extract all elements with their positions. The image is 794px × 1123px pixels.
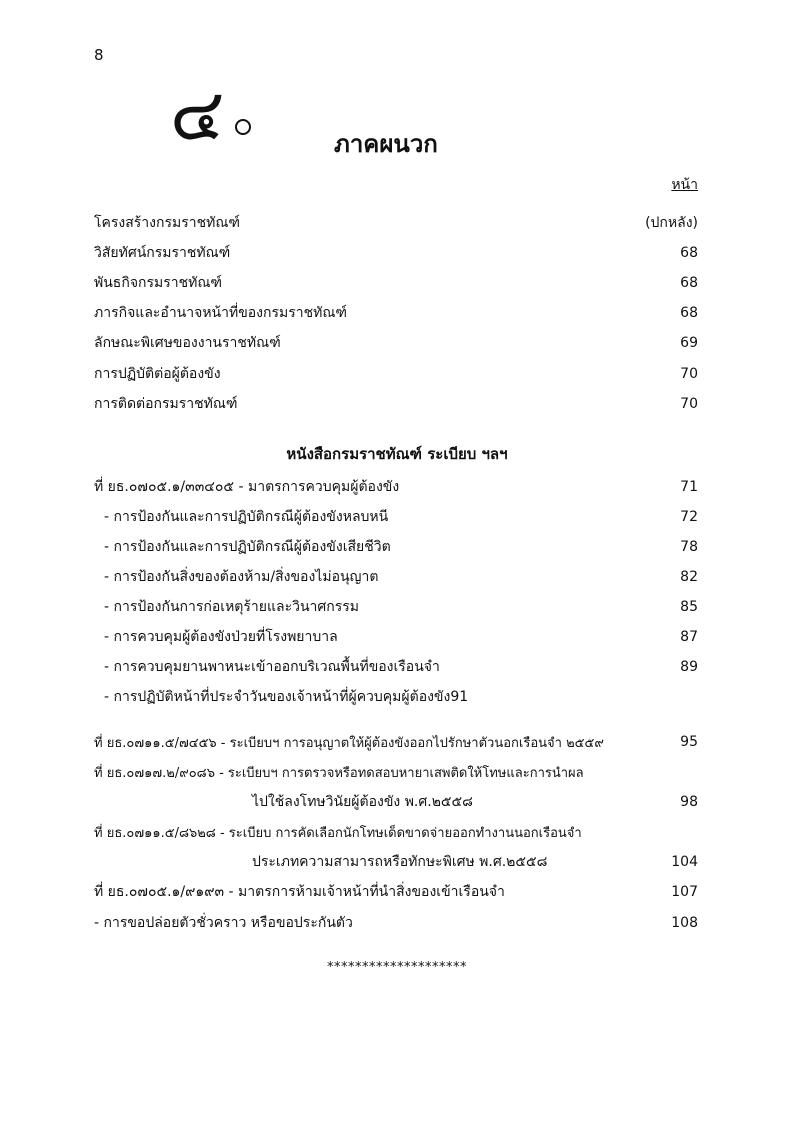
toc-row-subitem: [94, 656, 698, 678]
toc-page: 98: [680, 794, 698, 810]
toc-label: ภารกิจและอำนาจหน้าที่ของกรมราชทัณฑ์: [94, 305, 347, 321]
toc-label: โครงสร้างกรมราชทัณฑ์: [94, 215, 240, 231]
toc-label: ที่ ยธ.๐๗๐๕.๑/๓๓๔๐๕ - มาตรการควบคุมผู้ต้องขัง: [94, 479, 400, 495]
toc-row-continuation: [94, 791, 698, 813]
toc-row: [94, 332, 698, 354]
toc-row-letter: [94, 881, 698, 903]
toc-page: 69: [680, 335, 698, 351]
toc-label: ไปใช้ลงโทษวินัยผู้ต้องขัง พ.ศ.๒๕๕๘: [252, 794, 473, 810]
toc-label: ที่ ยธ.๐๗๑๑.๕/๗๔๕๖ - ระเบียบฯ การอนุญาตให้ผู้ต้องขังออกไปรักษาตัวนอกเรือนจำ ๒๕๕๙: [94, 735, 604, 751]
sub-heading: หนังสือกรมราชทัณฑ์ ระเบียบ ฯลฯ: [286, 445, 508, 463]
toc-page: 72: [680, 509, 698, 525]
toc-label: - การป้องกันและการปฏิบัติกรณีผู้ต้องขังเสียชีวิต: [104, 539, 391, 555]
toc-row: [94, 393, 698, 415]
toc-row-letter: [94, 821, 698, 843]
toc-label: ที่ ยธ.๐๗๑๗.๒/๙๐๘๖ - ระเบียบฯ การตรวจหรือทดสอบหายาเสพติดให้โทษและการนำผล: [94, 765, 584, 781]
page-number: 8: [94, 46, 104, 64]
toc-page: 70: [680, 366, 698, 382]
toc-row-subitem: [94, 596, 698, 618]
toc-row: [94, 212, 698, 234]
toc-label: ที่ ยธ.๐๗๐๕.๑/๙๑๙๓ - มาตรการห้ามเจ้าหน้าที่นำสิ่งของเข้าเรือนจำ: [94, 884, 505, 900]
toc-label: การปฏิบัติต่อผู้ต้องขัง: [94, 366, 221, 382]
toc-label: - การควบคุมยานพาหนะเข้าออกบริเวณพื้นที่ของเรือนจำ: [104, 659, 440, 675]
toc-row-continuation: [94, 851, 698, 873]
toc-page: 107: [671, 884, 698, 900]
toc-label: พันธกิจกรมราชทัณฑ์: [94, 275, 222, 291]
toc-row-letter: [94, 761, 698, 783]
toc-row: [94, 302, 698, 324]
toc-page: 85: [680, 599, 698, 615]
end-marker: ********************: [327, 960, 467, 975]
toc-label: ลักษณะพิเศษของงานราชทัณฑ์: [94, 335, 281, 351]
toc-page: 95: [680, 734, 698, 750]
toc-label: - การควบคุมผู้ต้องขังป่วยที่โรงพยาบาล: [104, 629, 338, 645]
toc-row: [94, 912, 698, 934]
page-column-header: หน้า: [671, 177, 698, 193]
toc-page: 89: [680, 659, 698, 675]
toc-label: - การป้องกันการก่อเหตุร้ายและวินาศกรรม: [104, 599, 360, 615]
toc-row-subitem: [94, 506, 698, 528]
toc-row-subitem: [94, 566, 698, 588]
toc-row: [94, 272, 698, 294]
toc-page: (ปกหลัง): [645, 215, 698, 231]
toc-row-subitem: [94, 536, 698, 558]
toc-page: 78: [680, 539, 698, 555]
toc-row-subitem: [94, 626, 698, 648]
toc-label: - การป้องกันและการปฏิบัติกรณีผู้ต้องขังหลบหนี: [104, 509, 389, 525]
chapter-numeral-dot: [235, 119, 251, 135]
toc-row-letter: [94, 476, 698, 498]
toc-row-letter: [94, 731, 698, 753]
toc-label: วิสัยทัศน์กรมราชทัณฑ์: [94, 245, 231, 261]
toc-page: 82: [680, 569, 698, 585]
toc-row: [94, 363, 698, 385]
toc-page: 87: [680, 629, 698, 645]
toc-page: 68: [680, 305, 698, 321]
toc-label: - การปฏิบัติหน้าที่ประจำวันของเจ้าหน้าที่ผู้ควบคุมผู้ต้องขัง91: [104, 689, 469, 705]
toc-page: 68: [680, 245, 698, 261]
toc-row: [94, 242, 698, 264]
toc-page: 71: [680, 479, 698, 495]
toc-label: การติดต่อกรมราชทัณฑ์: [94, 396, 238, 412]
chapter-numeral: [170, 72, 251, 156]
toc-page: 104: [671, 854, 698, 870]
toc-page: 68: [680, 275, 698, 291]
toc-label: - การป้องกันสิ่งของต้องห้าม/สิ่งของไม่อนุญาต: [104, 569, 379, 585]
toc-label: ที่ ยธ.๐๗๑๑.๕/๘๖๒๘ - ระเบียบ การคัดเลือกนักโทษเด็ดขาดจ่ายออกทำงานนอกเรือนจำ: [94, 825, 582, 841]
toc-label: ประเภทความสามารถหรือทักษะพิเศษ พ.ศ.๒๕๕๘: [252, 854, 548, 870]
toc-page: 108: [671, 915, 698, 931]
section-title: ภาคผนวก: [334, 130, 438, 158]
toc-page: 70: [680, 396, 698, 412]
toc-label: - การขอปล่อยตัวชั่วคราว หรือขอประกันตัว: [94, 915, 353, 931]
chapter-numeral-glyph: ๔: [170, 72, 225, 156]
toc-row-subitem: [94, 686, 698, 708]
